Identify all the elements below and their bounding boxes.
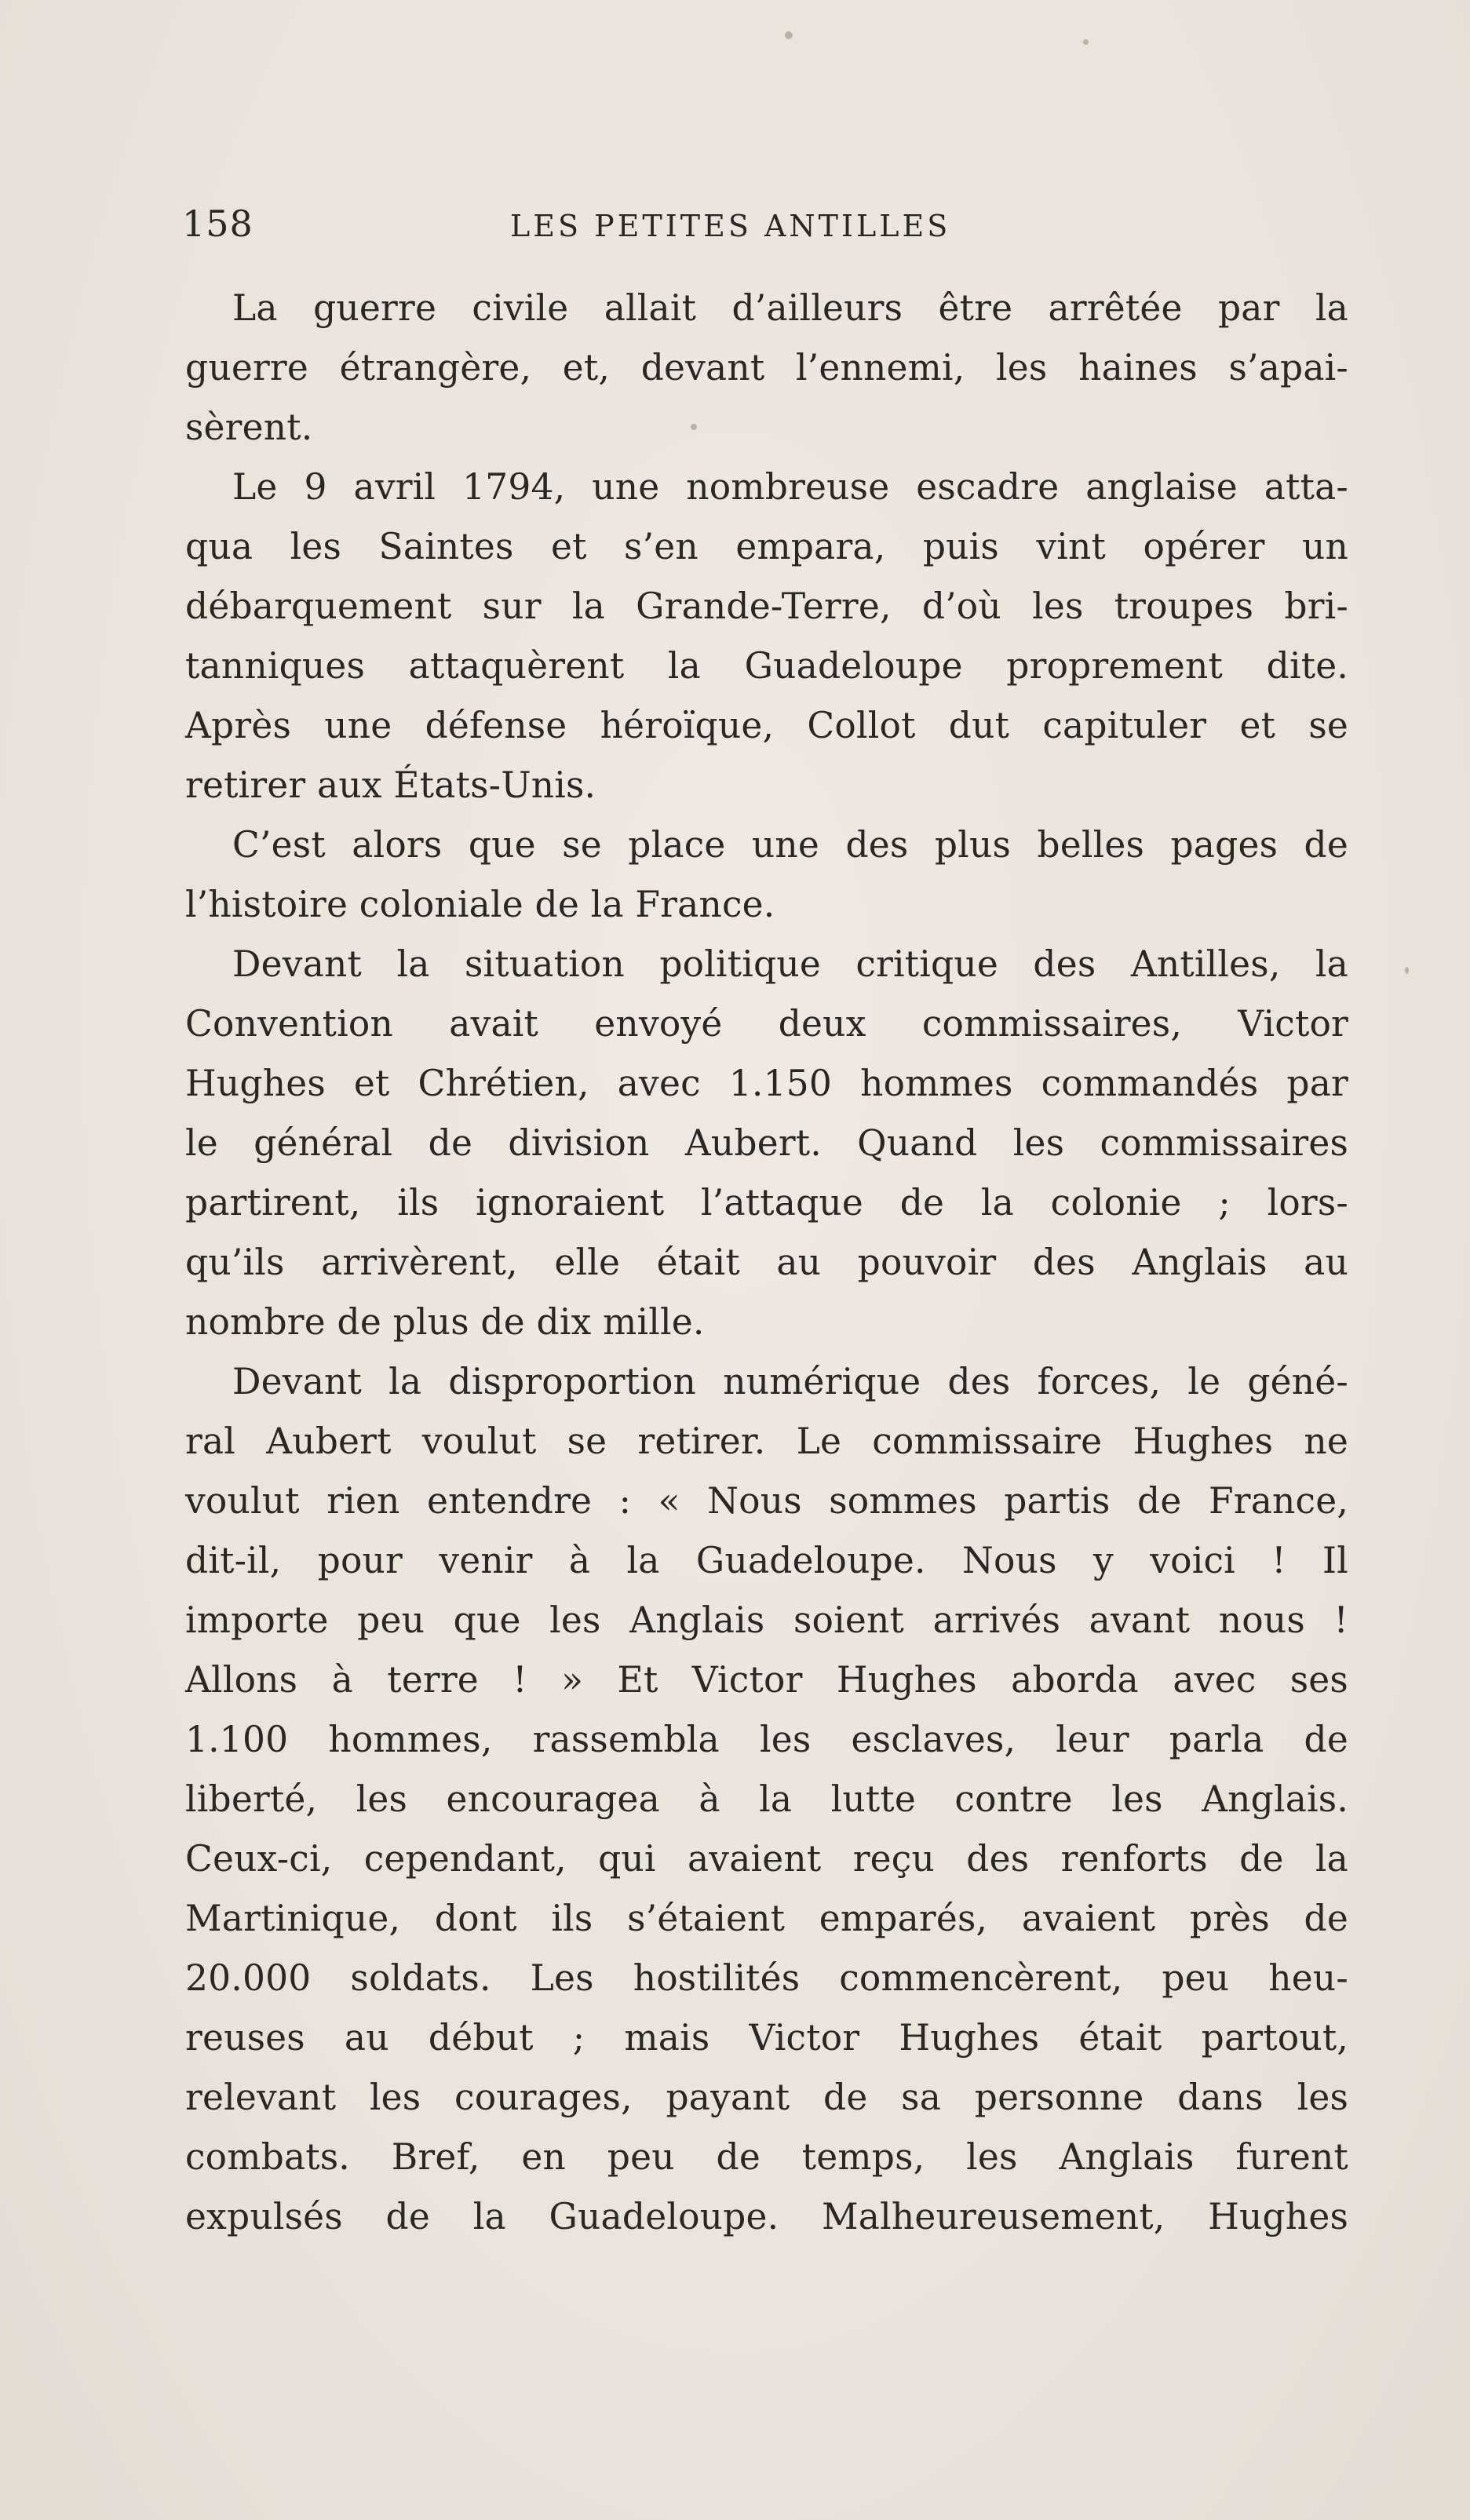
text-line: C’est alors que se place une des plus belles pages de xyxy=(232,824,1348,866)
text-line: Martinique, dont ils s’étaient emparés, avaient près de xyxy=(185,1898,1348,1939)
text-line: sèrent. xyxy=(185,407,313,448)
page-header xyxy=(182,202,1359,250)
text-line: Devant la disproportion numérique des forces, le géné- xyxy=(232,1361,1348,1402)
text-line: reuses au début ; mais Victor Hughes était partout, xyxy=(185,2017,1348,2059)
text-line: expulsés de la Guadeloupe. Malheureusement, Hughes xyxy=(185,2196,1348,2237)
text-line: 1.100 hommes, rassembla les esclaves, leur parla de xyxy=(185,1719,1348,1760)
text-line: combats. Bref, en peu de temps, les Anglais furent xyxy=(185,2136,1348,2178)
text-line: Ceux-ci, cependant, qui avaient reçu des renforts de la xyxy=(185,1838,1348,1880)
text-line: dit-il, pour venir à la Guadeloupe. Nous y voici ! Il xyxy=(185,1540,1348,1581)
text-line: voulut rien entendre : « Nous sommes partis de France, xyxy=(185,1480,1348,1522)
text-line: qua les Saintes et s’en empara, puis vint opérer un xyxy=(185,526,1348,567)
paper-speck xyxy=(1083,39,1089,45)
text-line: retirer aux États-Unis. xyxy=(185,764,596,806)
text-line: 20.000 soldats. Les hostilités commencèrent, peu heu- xyxy=(185,1957,1348,1999)
body-text xyxy=(185,279,1348,2247)
text-line: relevant les courages, payant de sa personne dans les xyxy=(185,2077,1348,2118)
text-line: Après une défense héroïque, Collot dut capituler et se xyxy=(185,705,1348,746)
text-line: nombre de plus de dix mille. xyxy=(185,1301,705,1343)
text-line: liberté, les encouragea à la lutte contre les Anglais. xyxy=(185,1778,1348,1820)
text-line: le général de division Aubert. Quand les commissaires xyxy=(185,1122,1348,1164)
text-line: tanniques attaquèrent la Guadeloupe proprement dite. xyxy=(185,645,1348,687)
text-line: Convention avait envoyé deux commissaires, Victor xyxy=(185,1003,1348,1045)
text-line: partirent, ils ignoraient l’attaque de la colonie ; lors- xyxy=(185,1182,1348,1224)
text-line: ral Aubert voulut se retirer. Le commissaire Hughes ne xyxy=(185,1420,1348,1462)
text-line: Le 9 avril 1794, une nombreuse escadre anglaise atta- xyxy=(232,466,1348,508)
running-title: LES PETITES ANTILLES xyxy=(510,209,951,243)
text-line: qu’ils arrivèrent, elle était au pouvoir des Anglais au xyxy=(185,1242,1348,1283)
text-line: importe peu que les Anglais soient arrivés avant nous ! xyxy=(185,1599,1348,1641)
paper-speck xyxy=(1405,967,1409,974)
text-line: Hughes et Chrétien, avec 1.150 hommes commandés par xyxy=(185,1063,1348,1104)
paper-speck xyxy=(785,31,793,39)
text-line: Allons à terre ! » Et Victor Hughes aborda avec ses xyxy=(185,1659,1348,1701)
text-line: débarquement sur la Grande-Terre, d’où les troupes bri- xyxy=(185,585,1348,627)
text-line: l’histoire coloniale de la France. xyxy=(185,884,775,925)
text-line: Devant la situation politique critique des Antilles, la xyxy=(232,943,1348,985)
page-number: 158 xyxy=(182,202,254,245)
text-line: La guerre civile allait d’ailleurs être arrêtée par la xyxy=(232,287,1348,329)
paper-speck xyxy=(691,424,697,430)
text-line: guerre étrangère, et, devant l’ennemi, les haines s’apai- xyxy=(185,347,1348,388)
